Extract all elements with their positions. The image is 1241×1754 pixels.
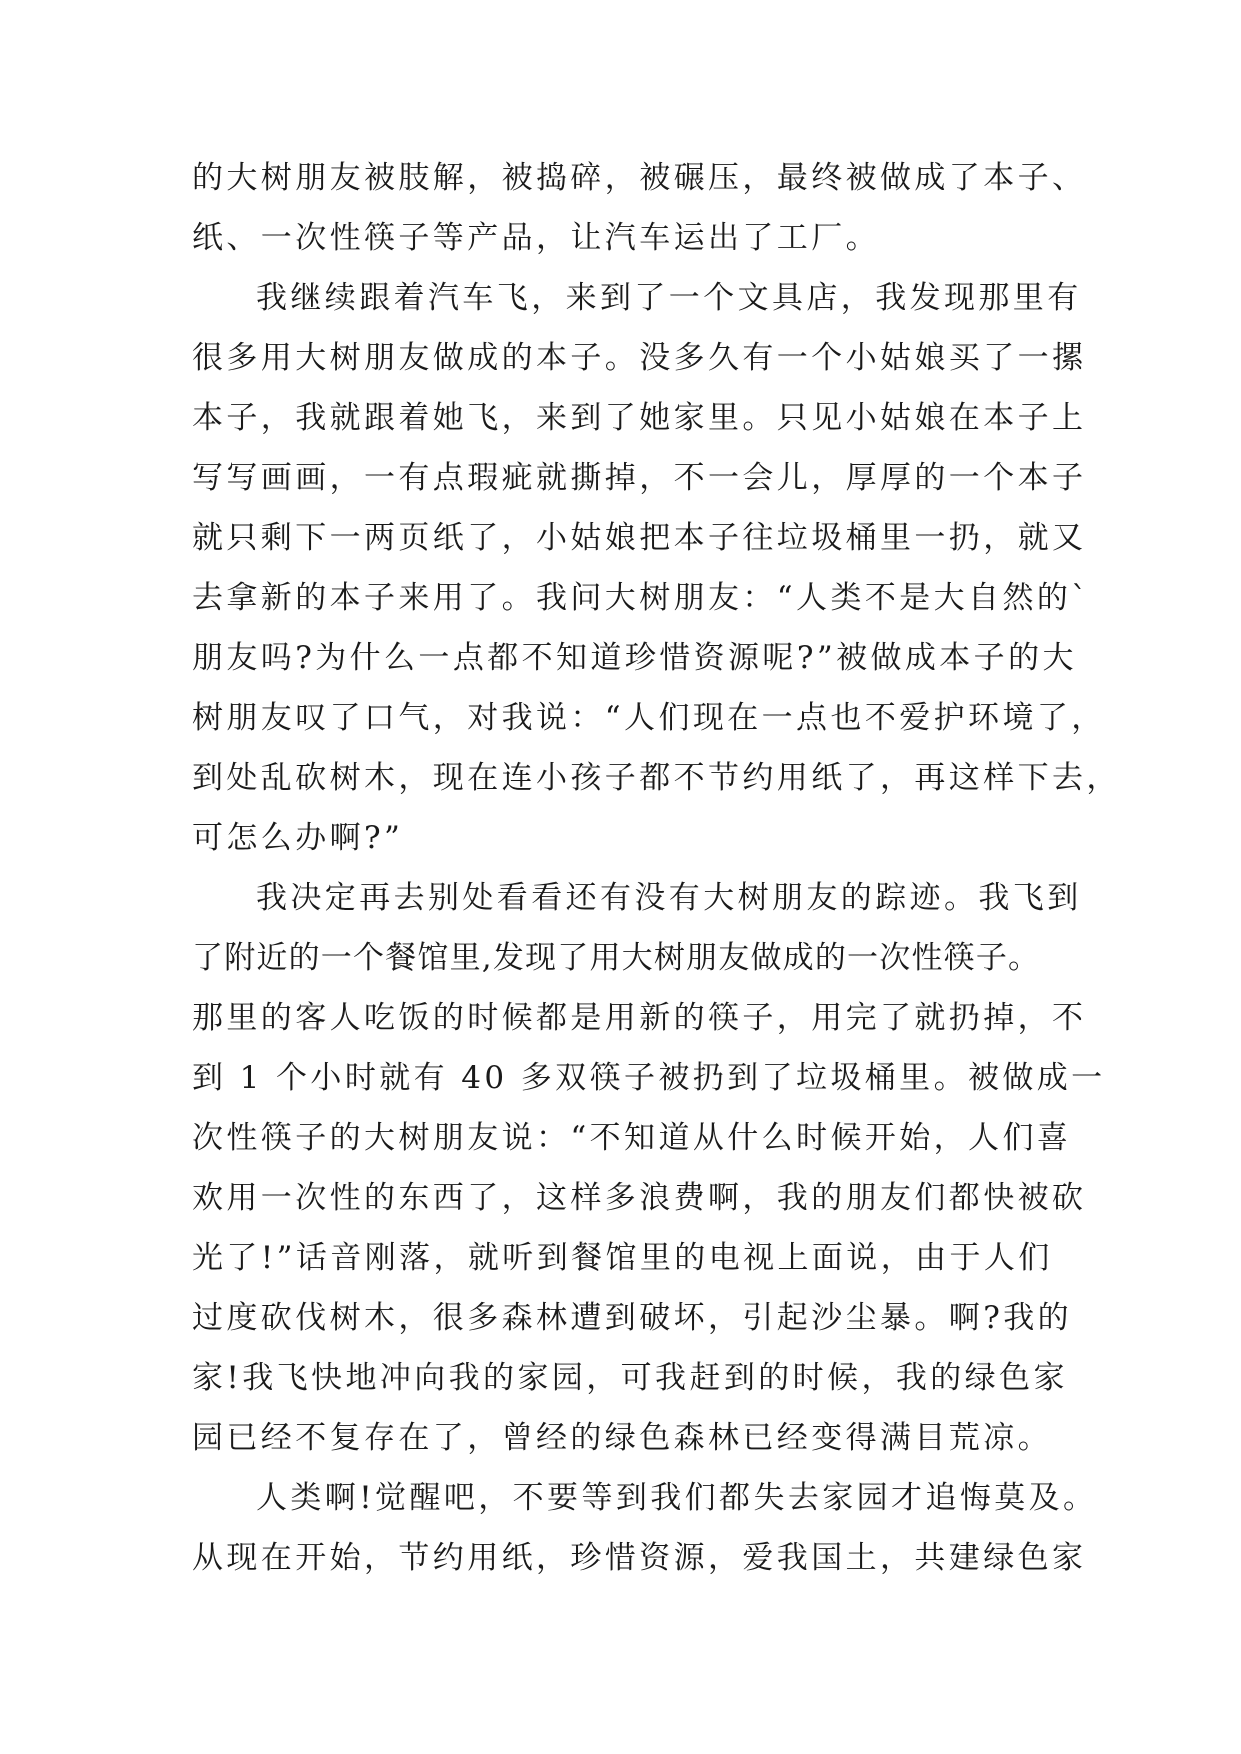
text-line: 到处乱砍树木，现在连小孩子都不节约用纸了，再这样下去， xyxy=(192,760,1121,796)
text-line: 欢用一次性的东西了，这样多浪费啊，我的朋友们都快被砍 xyxy=(192,1180,1087,1216)
text-line: 树朋友叹了口气，对我说：“人们现在一点也不爱护环境了， xyxy=(192,700,1106,736)
text-line: 朋友吗?为什么一点都不知道珍惜资源呢?”被做成本子的大 xyxy=(192,640,1077,676)
paragraph-start-line: 我继续跟着汽车飞，来到了一个文具店，我发现那里有 xyxy=(256,280,1082,316)
text-line: 了附近的一个餐馆里,发现了用大树朋友做成的一次性筷子。 xyxy=(192,940,1041,976)
text-line: 去拿新的本子来用了。我问大树朋友：“人类不是大自然的` xyxy=(192,580,1091,616)
text-line: 那里的客人吃饭的时候都是用新的筷子，用完了就扔掉，不 xyxy=(192,1000,1087,1036)
text-line: 本子，我就跟着她飞，来到了她家里。只见小姑娘在本子上 xyxy=(192,400,1087,436)
text-line: 家!我飞快地冲向我的家园，可我赶到的时候，我的绿色家 xyxy=(192,1360,1068,1396)
text-line: 次性筷子的大树朋友说：“不知道从什么时候开始，人们喜 xyxy=(192,1120,1072,1156)
text-line: 过度砍伐树木，很多森林遭到破坏，引起沙尘暴。啊?我的 xyxy=(192,1300,1073,1336)
text-line: 很多用大树朋友做成的本子。没多久有一个小姑娘买了一摞 xyxy=(192,340,1087,376)
text-line: 写写画画，一有点瑕疵就撕掉，不一会儿，厚厚的一个本子 xyxy=(192,460,1087,496)
text-line: 从现在开始，节约用纸，珍惜资源，爱我国土，共建绿色家 xyxy=(192,1540,1087,1576)
text-line: 就只剩下一两页纸了，小姑娘把本子往垃圾桶里一扔，就又 xyxy=(192,520,1087,556)
text-line: 可怎么办啊?” xyxy=(192,820,404,856)
text-line: 的大树朋友被肢解，被捣碎，被碾压，最终被做成了本子、 xyxy=(192,160,1087,196)
paragraph-start-line: 我决定再去别处看看还有没有大树朋友的踪迹。我飞到 xyxy=(256,880,1082,916)
text-line: 园已经不复存在了，曾经的绿色森林已经变得满目荒凉。 xyxy=(192,1420,1052,1456)
text-line: 纸、一次性筷子等产品，让汽车运出了工厂。 xyxy=(192,220,880,256)
paragraph-start-line: 人类啊!觉醒吧，不要等到我们都失去家园才追悔莫及。 xyxy=(256,1480,1098,1516)
text-line: 到 1 个小时就有 40 多双筷子被扔到了垃圾桶里。被做成一 xyxy=(192,1060,1106,1096)
document-body xyxy=(192,148,1121,1588)
text-line: 光了!”话音刚落，就听到餐馆里的电视上面说，由于人们 xyxy=(192,1240,1053,1276)
